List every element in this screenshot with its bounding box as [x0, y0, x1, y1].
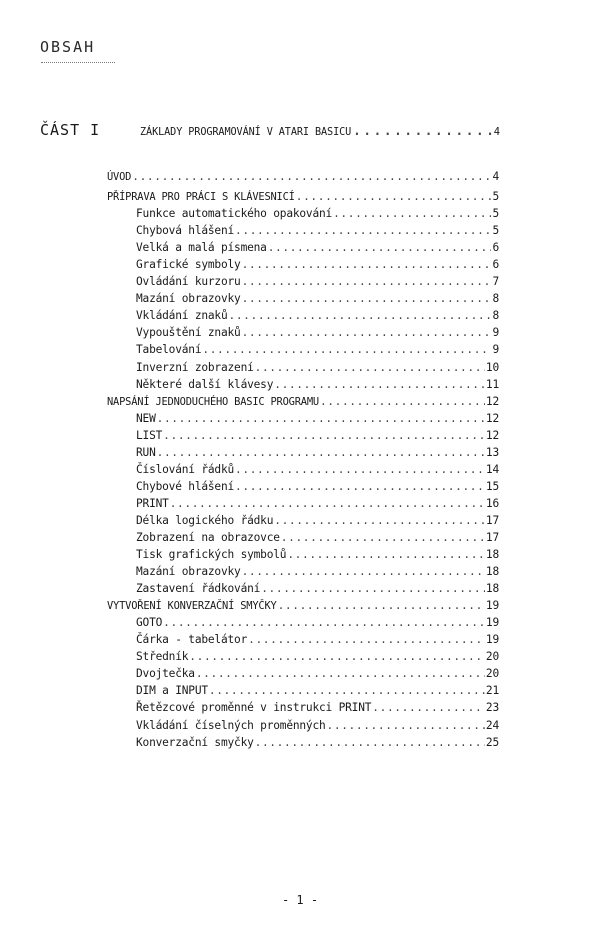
toc-entry-page: 24	[485, 718, 499, 732]
toc-subsection-row	[107, 665, 499, 682]
toc-subsection-row	[107, 376, 499, 393]
toc-dot-leader	[163, 427, 485, 444]
toc-section-row	[107, 188, 499, 205]
toc-subsection-row	[107, 444, 499, 461]
toc-dot-leader	[242, 290, 492, 307]
toc-dot-leader	[242, 324, 492, 341]
toc-entry-page: 12	[485, 428, 499, 442]
toc-dot-leader	[235, 461, 485, 478]
toc-dot-leader	[157, 444, 485, 461]
toc-dot-leader	[235, 478, 485, 495]
toc-entry-page: 6	[492, 258, 499, 272]
part-page: 4	[493, 126, 500, 138]
toc-subsection-row	[107, 341, 499, 358]
toc-dot-leader	[157, 410, 485, 427]
toc-subsection-row	[107, 222, 499, 239]
toc-entry-page: 8	[492, 309, 499, 323]
toc-subsection-row	[107, 512, 499, 529]
toc-entry-page: 8	[492, 292, 499, 306]
toc-entry-page: 5	[492, 190, 499, 204]
toc-dot-leader	[255, 734, 485, 751]
toc-entry-page: 25	[485, 735, 499, 749]
toc-entry-title: Zobrazení na obrazovce	[136, 530, 280, 544]
toc-subsection-row	[107, 495, 499, 512]
toc-subsection-row	[107, 427, 499, 444]
toc-entry-title: Tabelování	[136, 343, 202, 357]
toc-entry-title: Chybová hlášení	[136, 224, 235, 238]
toc-dot-leader	[278, 597, 485, 614]
toc-subsection-row	[107, 699, 499, 716]
toc-entry-title: Funkce automatického opakování	[136, 207, 333, 221]
toc-dot-leader	[242, 563, 485, 580]
part-heading	[40, 120, 500, 139]
toc-entry-title: Některé další klávesy	[136, 377, 274, 391]
toc-section-row	[107, 168, 499, 185]
toc-subsection-row	[107, 273, 499, 290]
part-number: ČÁST I	[40, 121, 101, 139]
toc-subsection-row	[107, 717, 499, 734]
toc-entry-title: GOTO	[136, 616, 163, 630]
heading-underline	[41, 62, 115, 63]
toc-entry-title: Číslování řádků	[136, 462, 235, 476]
toc-entry-title: Tisk grafických symbolů	[136, 548, 287, 562]
toc-entry-title: DIM a INPUT	[136, 684, 208, 698]
toc-subsection-row	[107, 563, 499, 580]
toc-entry-title: VYTVOŘENÍ KONVERZAČNÍ SMYČKY	[107, 600, 277, 613]
toc-dot-leader	[372, 699, 485, 716]
toc-entry-title: Vkládání číselných proměnných	[136, 718, 326, 732]
toc-entry-page: 9	[492, 343, 499, 357]
toc-subsection-row	[107, 580, 499, 597]
toc-entry-title: ÚVOD	[107, 171, 132, 183]
toc-section-row	[107, 393, 499, 410]
toc-entry-title: PRINT	[136, 496, 169, 510]
toc-entry-page: 7	[492, 275, 499, 289]
toc-subsection-row	[107, 461, 499, 478]
toc-entry-page: 17	[485, 530, 499, 544]
toc-subsection-row	[107, 648, 499, 665]
toc-subsection-row	[107, 256, 499, 273]
toc-subsection-row	[107, 205, 499, 222]
toc-entry-title: Ovládání kurzoru	[136, 275, 241, 289]
toc-dot-leader	[189, 648, 485, 665]
toc-dot-leader	[333, 205, 491, 222]
toc-entry-title: Středník	[136, 650, 189, 664]
part-leader	[352, 120, 493, 139]
toc-entry-page: 12	[485, 394, 499, 408]
toc-entry-page: 19	[485, 633, 499, 647]
table-of-contents	[107, 168, 499, 751]
toc-dot-leader	[132, 168, 491, 185]
toc-subsection-row	[107, 478, 499, 495]
toc-entry-page: 16	[485, 496, 499, 510]
toc-dot-leader	[202, 341, 491, 358]
toc-dot-leader	[281, 529, 485, 546]
toc-entry-page: 23	[485, 701, 499, 715]
toc-dot-leader	[274, 376, 485, 393]
toc-section-row	[107, 597, 499, 614]
toc-entry-page: 20	[485, 650, 499, 664]
toc-dot-leader	[242, 256, 492, 273]
toc-entry-title: Řetězcové proměnné v instrukci PRINT	[136, 701, 372, 715]
toc-entry-page: 9	[492, 326, 499, 340]
toc-entry-page: 19	[485, 616, 499, 630]
toc-entry-title: LIST	[136, 428, 163, 442]
toc-entry-title: Délka logického řádku	[136, 513, 274, 527]
toc-entry-title: Konverzační smyčky	[136, 735, 254, 749]
toc-dot-leader	[209, 682, 485, 699]
part-title: ZÁKLADY PROGRAMOVÁNÍ V ATARI BASICU	[140, 127, 352, 138]
toc-entry-title: NAPSÁNÍ JEDNODUCHÉHO BASIC PROGRAMU	[107, 395, 319, 408]
toc-dot-leader	[242, 273, 492, 290]
toc-entry-title: Mazání obrazovky	[136, 292, 241, 306]
toc-dot-leader	[163, 614, 485, 631]
toc-dot-leader	[261, 580, 485, 597]
toc-entry-page: 15	[485, 479, 499, 493]
toc-subsection-row	[107, 239, 499, 256]
toc-entry-title: Chybové hlášení	[136, 479, 235, 493]
toc-dot-leader	[296, 188, 492, 205]
toc-dot-leader	[170, 495, 485, 512]
toc-entry-page: 6	[492, 241, 499, 255]
toc-dot-leader	[248, 631, 485, 648]
toc-dot-leader	[235, 222, 491, 239]
toc-entry-page: 20	[485, 667, 499, 681]
toc-subsection-row	[107, 529, 499, 546]
toc-entry-page: 11	[485, 377, 499, 391]
toc-subsection-row	[107, 682, 499, 699]
toc-entry-page: 12	[485, 411, 499, 425]
toc-entry-page: 18	[485, 565, 499, 579]
toc-dot-leader	[268, 239, 492, 256]
toc-entry-title: Čárka - tabelátor	[136, 633, 248, 647]
toc-subsection-row	[107, 546, 499, 563]
toc-entry-page: 5	[492, 207, 499, 221]
toc-dot-leader	[287, 546, 485, 563]
toc-entry-page: 4	[492, 170, 499, 183]
toc-entry-page: 18	[485, 548, 499, 562]
toc-entry-title: Inverzní zobrazení	[136, 360, 254, 374]
toc-dot-leader	[320, 393, 485, 410]
toc-entry-page: 14	[485, 462, 499, 476]
toc-entry-title: Dvojtečka	[136, 667, 195, 681]
toc-entry-title: Velká a malá písmena	[136, 241, 267, 255]
toc-entry-page: 17	[485, 513, 499, 527]
toc-dot-leader	[274, 512, 485, 529]
toc-subsection-row	[107, 290, 499, 307]
toc-entry-page: 19	[485, 599, 499, 613]
toc-entry-title: Zastavení řádkování	[136, 582, 261, 596]
toc-subsection-row	[107, 410, 499, 427]
page-number: - 1 -	[281, 893, 319, 907]
toc-subsection-row	[107, 614, 499, 631]
toc-entry-title: Vypouštění znaků	[136, 326, 241, 340]
page-heading: OBSAH	[40, 38, 96, 56]
toc-entry-page: 13	[485, 445, 499, 459]
toc-entry-title: RUN	[136, 445, 156, 459]
toc-entry-page: 18	[485, 582, 499, 596]
toc-entry-page: 5	[492, 224, 499, 238]
toc-entry-page: 10	[485, 360, 499, 374]
toc-entry-title: Grafické symboly	[136, 258, 241, 272]
toc-entry-title: Vkládání znaků	[136, 309, 228, 323]
toc-entry-title: PŘÍPRAVA PRO PRÁCI S KLÁVESNICÍ	[107, 191, 295, 204]
toc-subsection-row	[107, 359, 499, 376]
toc-entry-page: 21	[485, 684, 499, 698]
toc-entry-title: Mazání obrazovky	[136, 565, 241, 579]
toc-dot-leader	[327, 717, 485, 734]
toc-dot-leader	[255, 359, 485, 376]
toc-subsection-row	[107, 631, 499, 648]
toc-dot-leader	[196, 665, 485, 682]
toc-entry-title: NEW	[136, 411, 156, 425]
toc-subsection-row	[107, 324, 499, 341]
toc-subsection-row	[107, 734, 499, 751]
toc-subsection-row	[107, 307, 499, 324]
toc-dot-leader	[229, 307, 492, 324]
